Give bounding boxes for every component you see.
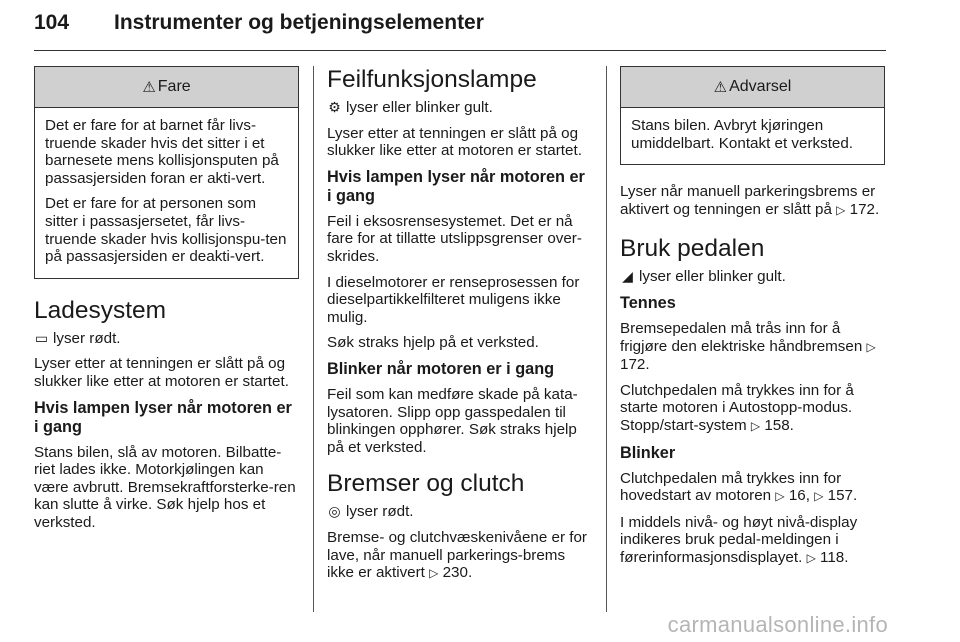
warning-triangle-icon: ⚠ [142, 79, 156, 96]
page-ref-arrow-icon: ▷ [429, 566, 439, 581]
bruk-subheading-1: Tennes [620, 293, 676, 312]
feil-text-2: Feil i eksosrensesystemet. Det er nå fare for at tillatte utslippsgrenser over-skrides. [327, 212, 582, 265]
advarsel-warning-box [620, 66, 885, 165]
brake-icon: ◎ [328, 503, 341, 520]
bremser-status: ◎ lyser rødt. [328, 503, 414, 521]
feil-subheading-1: Hvis lampen lyser når motoren er i gang [327, 167, 585, 205]
bruk-text-1: Bremsepedalen må trås inn for å frigjøre den elektriske håndbremsen ▷ 172. [620, 319, 876, 374]
page-ref-arrow-icon: ▷ [806, 550, 816, 565]
page-header [34, 0, 886, 51]
ladesystem-text-2: Stans bilen, slå av motoren. Bilbatte-riet lades ikke. Motorkjølingen kan være avbrutt. Bremsekraftforsterke-ren kan slutte å virke. Søk hjelp hos et verksted. [34, 443, 296, 531]
fare-text-1: Det er fare for at barnet får livs-truende skader hvis det sitter i et barnesete mens kollisjonsputen på passasjersiden foran er akti-vert. [45, 117, 279, 187]
page-ref-arrow-icon: ▷ [750, 418, 761, 433]
feil-subheading-2: Blinker når motoren er i gang [327, 359, 555, 378]
fare-box-header [35, 67, 298, 108]
page-number: 104 [34, 11, 70, 34]
ladesystem-status: ▭ lyser rødt. [34, 329, 121, 347]
parkbrems-text: Lyser når manuell parkeringsbrems er aktivert og tenningen er slått på ▷ 172. [620, 183, 880, 218]
column-divider [606, 66, 607, 612]
feil-text-1: Lyser etter at tenningen er slått på og slukker like etter at motoren er startet. [327, 124, 582, 160]
pedal-icon: ◢ [622, 268, 633, 285]
feil-heading: Feilfunksjonslampe [327, 66, 537, 93]
bruk-text-3: Clutchpedalen må trykkes inn for hovedstart av motoren ▷ 16, ▷ 157. [620, 469, 858, 505]
battery-icon: ▭ [34, 329, 49, 346]
bremser-heading: Bremser og clutch [327, 470, 525, 498]
warning-triangle-icon: ⚠ [713, 79, 728, 96]
column-1 [34, 66, 299, 540]
page-ref-arrow-icon: ▷ [775, 489, 785, 504]
feil-text-3: I dieselmotorer er renseprosessen for dieselpartikkelfilteret muligens ikke mulig. [327, 273, 580, 326]
fare-text-2: Det er fare for at personen som sitter i passasjersetet, får livs-truende skader hvis kollisjonspu-ten på passasjersiden er deakti-vert. [45, 195, 287, 266]
bruk-subheading-2: Blinker [620, 443, 676, 462]
engine-icon: ⚙ [328, 99, 341, 115]
page-ref-arrow-icon: ▷ [836, 202, 846, 217]
feil-status: ⚙ lyser eller blinker gult. [328, 99, 493, 116]
running-title: Instrumenter og betjeningselementer [114, 11, 484, 34]
column-3 [620, 66, 885, 576]
bruk-text-4: I middels nivå- og høyt nivå-display indikeres bruk pedal-meldingen i førerinformasjonsdisplayet. ▷ 118. [620, 513, 858, 566]
column-divider [313, 66, 314, 612]
column-2 [327, 66, 592, 591]
fare-box-title: Fare [157, 78, 191, 95]
bruk-heading: Bruk pedalen [620, 235, 765, 263]
bruk-status: ◢ lyser eller blinker gult. [620, 268, 885, 286]
advarsel-box-title: Advarsel [729, 78, 792, 95]
page-ref-arrow-icon: ▷ [814, 489, 824, 504]
watermark: carmanualsonline.info [667, 612, 888, 637]
ladesystem-text-1: Lyser etter at tenningen er slått på og slukker like etter at motoren er startet. [34, 355, 289, 390]
bruk-text-2: Clutchpedalen må trykkes inn for å starte motoren i Autostopp-modus. Stopp/start-system ▷ 158. [620, 381, 854, 434]
fare-warning-box [34, 66, 299, 279]
ladesystem-heading: Ladesystem [34, 296, 167, 324]
ladesystem-subheading: Hvis lampen lyser når motoren er i gang [34, 398, 292, 436]
advarsel-text: Stans bilen. Avbryt kjøringen umiddelbart. Kontakt et verksted. [631, 117, 854, 152]
bremser-text-1: Bremse- og clutchvæskenivåene er for lave, når manuell parkerings-brems ikke er aktivert ▷ 230. [327, 528, 587, 582]
feil-text-4: Søk straks hjelp på et verksted. [327, 334, 539, 352]
advarsel-box-header [621, 67, 884, 108]
page-ref-arrow-icon: ▷ [866, 339, 876, 354]
feil-text-5: Feil som kan medføre skade på kata-lysatoren. Slipp opp gasspedalen til blinkingen opphører. Søk straks hjelp på et verksted. [327, 385, 578, 456]
